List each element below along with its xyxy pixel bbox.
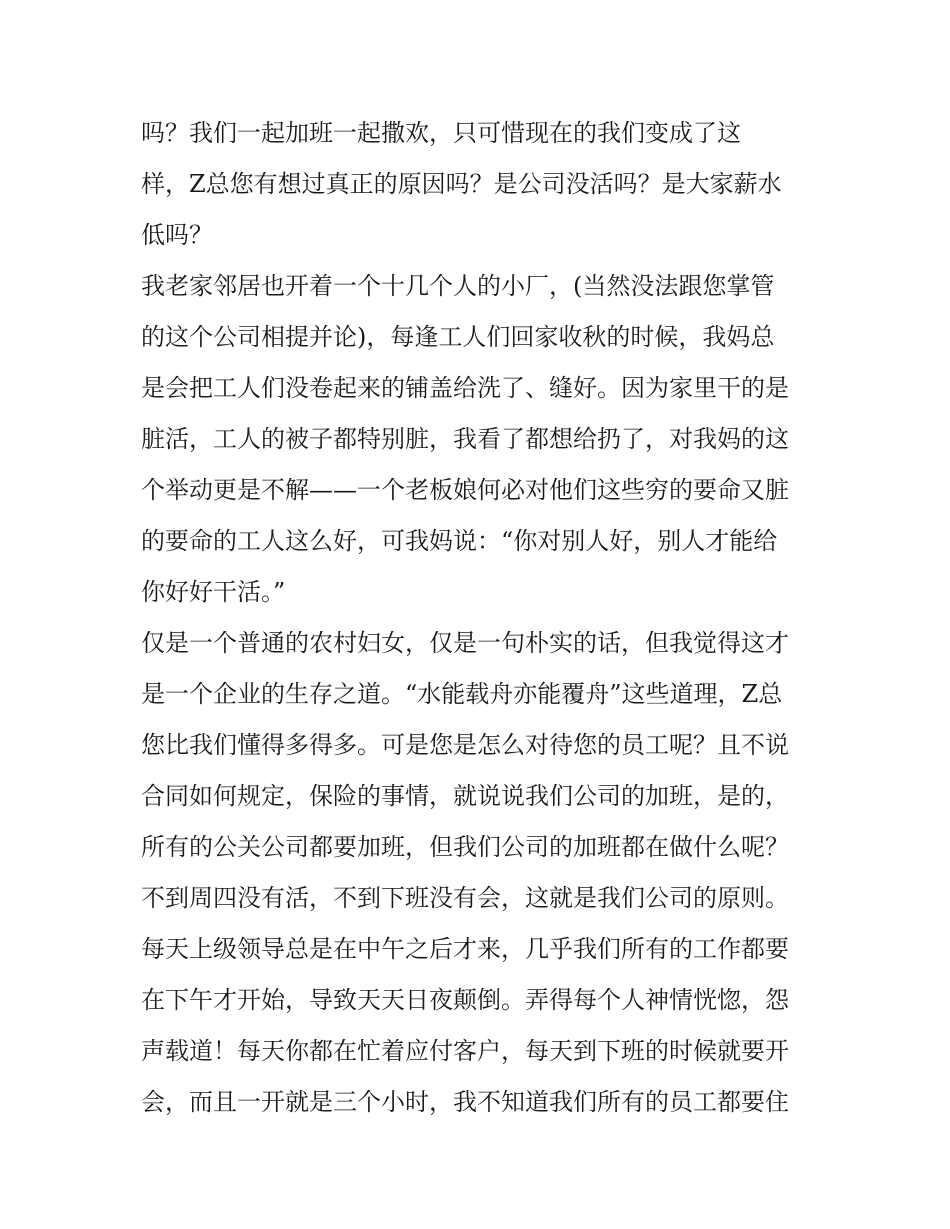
text-line: 你好好干活。” [141,578,286,606]
text-line: 是会把工人们没卷起来的铺盖给洗了、缝好。因为家里干的是 [141,374,789,402]
text-line: 仅是一个普通的农村妇女，仅是一句朴实的话，但我觉得这才 [141,629,789,657]
text-line: 样，Z总您有想过真正的原因吗？是公司没活吗？是大家薪水 [141,170,782,198]
text-line: 我老家邻居也开着一个十几个人的小厂，(当然没法跟您掌管 [141,272,775,300]
body-text [141,108,821,1128]
text-line: 您比我们懂得多得多。可是您是怎么对待您的员工呢？且不说 [141,731,789,759]
text-line: 声载道！每天你都在忙着应付客户，每天到下班的时候就要开 [141,1037,789,1065]
text-line: 所有的公关公司都要加班，但我们公司的加班都在做什么呢？ [141,833,789,861]
text-line: 吗？我们一起加班一起撒欢，只可惜现在的我们变成了这 [141,119,741,147]
text-line: 的这个公司相提并论)，每逢工人们回家收秋的时候，我妈总 [141,323,775,351]
text-line: 每天上级领导总是在中午之后才来，几乎我们所有的工作都要 [141,935,789,963]
text-line: 脏活，工人的被子都特别脏，我看了都想给扔了，对我妈的这 [141,425,789,453]
text-line: 在下午才开始，导致天天日夜颠倒。弄得每个人神情恍惚，怨 [141,986,789,1014]
text-line: 不到周四没有活，不到下班没有会，这就是我们公司的原则。 [141,884,789,912]
text-line: 是一个企业的生存之道。“水能载舟亦能覆舟”这些道理，Z总 [141,680,783,708]
text-line: 的要命的工人这么好，可我妈说：“你对别人好，别人才能给 [141,527,778,555]
text-line: 合同如何规定，保险的事情，就说说我们公司的加班，是的， [141,782,789,810]
text-line: 个举动更是不解——一个老板娘何必对他们这些穷的要命又脏 [141,476,789,504]
text-line: 会，而且一开就是三个小时，我不知道我们所有的员工都要住 [141,1088,789,1116]
text-line: 低吗？ [141,221,213,249]
